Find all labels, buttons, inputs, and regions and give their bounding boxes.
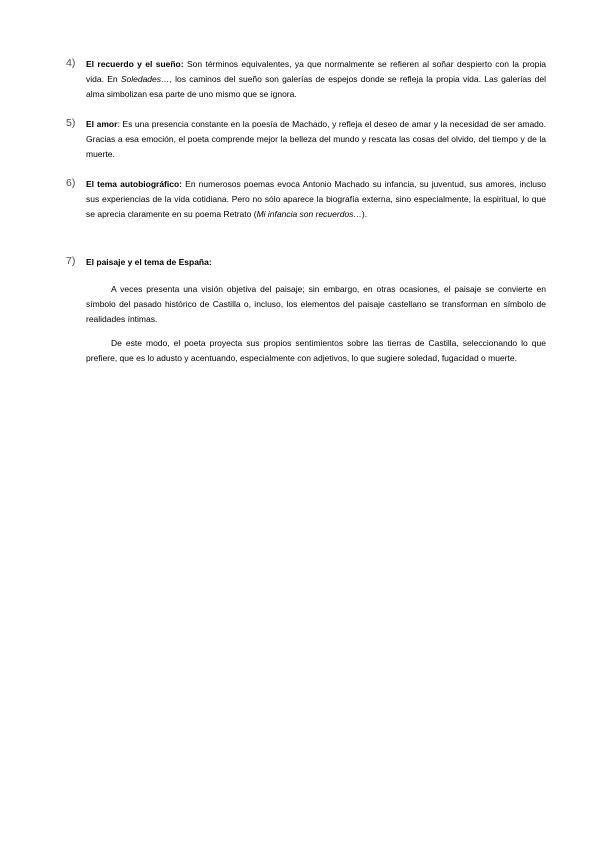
item-body — [86, 117, 546, 162]
item-title: El amor — [86, 119, 118, 129]
item-body — [86, 177, 546, 222]
item-emphasis: Mi infancia son recuerdos… — [256, 209, 362, 219]
item-text: : Es una presencia constante en la poesía de Machado, y refleja el deseo de amar y la necesidad de ser amado. Gracias a esa emoción, el poeta comprende mejor la belleza del mundo y rescata las cosas del olvido, del tiempo y de la muerte. — [86, 119, 547, 159]
item-title: El tema autobiográfico: — [86, 179, 183, 189]
item-recuerdo-sueno — [66, 57, 546, 102]
item-text: En numerosos poemas evoca Antonio Machado su infancia, su juventud, sus amores, incluso sus experiencias de la vida cotidiana. Pero no sólo aparece la biografía externa, sino especialmente, la espiritual, lo que se aprecia claramente en su poema Retrato ( — [86, 179, 546, 219]
item-title: El paisaje y el tema de España: — [86, 257, 212, 267]
item-text: , los caminos del sueño son galerías de espejos donde se refleja la propia vida. Las galerías del alma simbolizan esa parte de uno mismo que se ignora. — [86, 74, 546, 99]
item-text: Son términos equivalentes, ya que normalmente se refieren al soñar despierto con la propia vida. En — [86, 59, 547, 84]
item-title: El recuerdo y el sueño: — [86, 59, 184, 69]
item-number: 5) — [66, 117, 76, 129]
item-autobiografico — [66, 177, 546, 222]
item-paisaje-espana — [66, 255, 546, 366]
item-number: 7) — [66, 255, 76, 267]
item-paragraph: De este modo, el poeta proyecta sus propios sentimientos sobre las tierras de Castilla, seleccionando lo que prefiere, que es lo adusto y acentuando, especialmente con adjetivos, lo que sugiere soledad, fugacidad o muerte. — [86, 338, 546, 363]
item-body — [86, 255, 546, 270]
item-number: 4) — [66, 57, 76, 69]
item-number: 6) — [66, 177, 76, 189]
item-emphasis: Soledades… — [120, 74, 170, 84]
item-text: ). — [361, 209, 368, 219]
item-amor — [66, 117, 546, 162]
item-paragraph: A veces presenta una visión objetiva del paisaje; sin embargo, en otras ocasiones, el paisaje se convierte en símbolo del pasado histórico de Castilla o, incluso, los elementos del paisaje castellano se transforman en símbolo de realidades íntimas. — [86, 284, 546, 324]
item-body — [86, 57, 546, 102]
